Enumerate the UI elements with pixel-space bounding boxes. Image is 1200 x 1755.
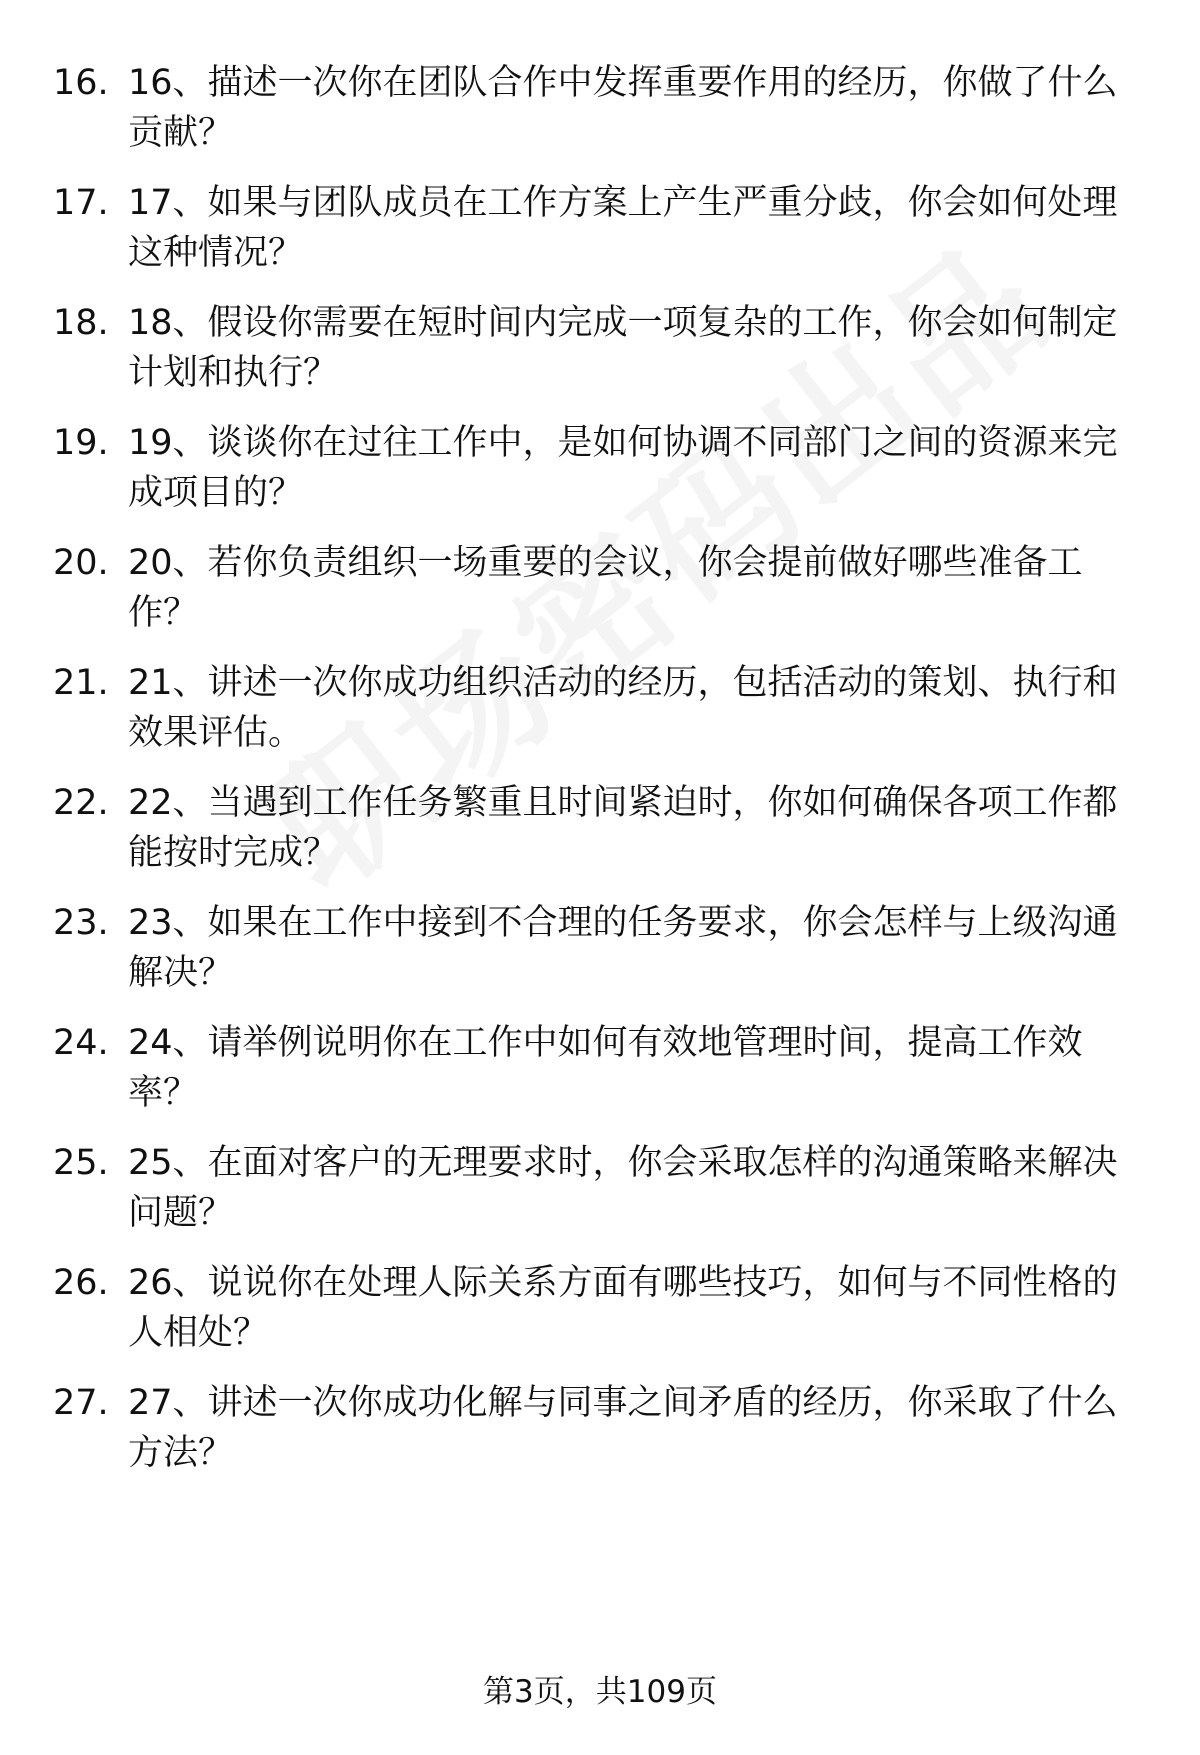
- question-number: 21.: [53, 663, 109, 703]
- question-text: 25、在面对客户的无理要求时，你会采取怎样的沟通策略来解决问题？: [128, 1143, 1118, 1233]
- question-text: 23、如果在工作中接到不合理的任务要求，你会怎样与上级沟通解决？: [128, 903, 1118, 993]
- question-number: 27.: [53, 1383, 109, 1423]
- question-text: 21、讲述一次你成功组织活动的经历，包括活动的策划、执行和效果评估。: [128, 663, 1118, 753]
- question-text: 17、如果与团队成员在工作方案上产生严重分歧，你会如何处理这种情况？: [128, 183, 1118, 273]
- page-footer: 第3页，共109页: [483, 1674, 717, 1710]
- question-text: 20、若你负责组织一场重要的会议，你会提前做好哪些准备工作？: [128, 543, 1083, 633]
- question-number: 25.: [53, 1143, 109, 1183]
- question-number: 23.: [53, 903, 109, 943]
- question-number: 20.: [53, 543, 109, 583]
- question-text: 26、说说你在处理人际关系方面有哪些技巧，如何与不同性格的人相处？: [128, 1263, 1118, 1353]
- question-text: 22、当遇到工作任务繁重且时间紧迫时，你如何确保各项工作都能按时完成？: [128, 783, 1118, 873]
- question-number: 24.: [53, 1023, 109, 1063]
- question-text: 27、讲述一次你成功化解与同事之间矛盾的经历，你采取了什么方法？: [128, 1383, 1118, 1473]
- question-text: 16、描述一次你在团队合作中发挥重要作用的经历，你做了什么贡献？: [128, 63, 1118, 153]
- question-text: 18、假设你需要在短时间内完成一项复杂的工作，你会如何制定计划和执行？: [128, 303, 1118, 393]
- question-number: 18.: [53, 303, 109, 343]
- question-number: 17.: [53, 183, 109, 223]
- question-number: 26.: [53, 1263, 109, 1303]
- question-text: 24、请举例说明你在工作中如何有效地管理时间，提高工作效率？: [128, 1023, 1083, 1113]
- question-text: 19、谈谈你在过往工作中，是如何协调不同部门之间的资源来完成项目的？: [128, 423, 1118, 513]
- question-number: 19.: [53, 423, 109, 463]
- question-number: 22.: [53, 783, 109, 823]
- question-number: 16.: [53, 63, 109, 103]
